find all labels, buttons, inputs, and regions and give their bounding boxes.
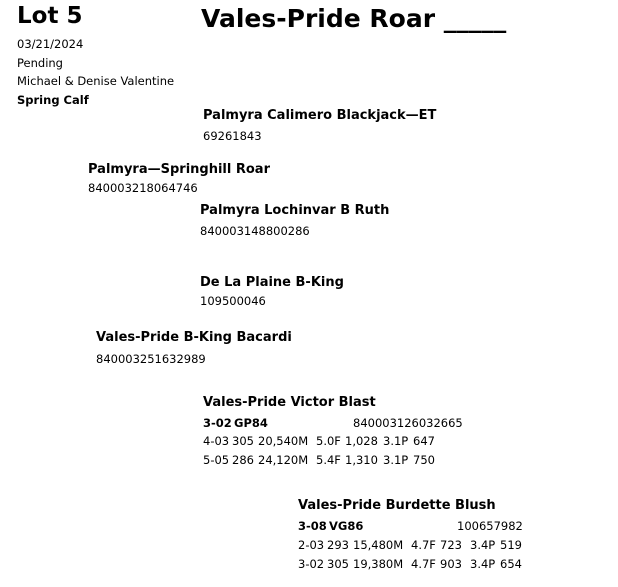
classification-score: VG86: [329, 519, 364, 533]
record-days: 305: [232, 434, 254, 448]
dam-dam-name: Vales-Pride Victor Blast: [203, 395, 376, 410]
record-protein-lbs: 647: [413, 434, 435, 448]
dam-sire-name: De La Plaine B-King: [200, 275, 344, 290]
dam-sire-reg: 109500046: [200, 294, 266, 308]
classification-reg: 840003126032665: [353, 416, 463, 430]
sire-dam-name: Palmyra Lochinvar B Ruth: [200, 203, 390, 218]
category: Spring Calf: [17, 93, 89, 107]
status: Pending: [17, 56, 63, 70]
record-protein-pct: 3.4P: [470, 538, 496, 552]
record-days: 293: [327, 538, 349, 552]
record-fat-lbs: 723: [440, 538, 462, 552]
record-fat-pct: 5.0F: [316, 434, 341, 448]
dam-dam-dam-classification: [298, 516, 523, 536]
dam-reg: 840003251632989: [96, 352, 206, 366]
record-age: 4-03: [203, 434, 230, 448]
record-milk: 19,380M: [353, 557, 404, 571]
lot-number: Lot 5: [17, 3, 83, 29]
record-protein-pct: 3.1P: [383, 434, 409, 448]
record-age: 5-05: [203, 453, 230, 467]
record-fat-pct: 4.7F: [411, 538, 436, 552]
record-fat-lbs: 903: [440, 557, 462, 571]
dam-dam-record: [203, 450, 435, 470]
record-milk: 20,540M: [258, 434, 309, 448]
record-protein-lbs: 654: [500, 557, 522, 571]
record-fat-lbs: 1,310: [345, 453, 378, 467]
sire-dam-reg: 840003148800286: [200, 224, 310, 238]
sire-sire-reg: 69261843: [203, 129, 262, 143]
record-milk: 24,120M: [258, 453, 309, 467]
record-age: 3-02: [298, 557, 325, 571]
classification-age: 3-02: [203, 416, 232, 430]
sire-name: Palmyra—Springhill Roar: [88, 162, 270, 177]
sire-reg: 840003218064746: [88, 181, 198, 195]
record-days: 286: [232, 453, 254, 467]
record-fat-pct: 4.7F: [411, 557, 436, 571]
record-milk: 15,480M: [353, 538, 404, 552]
dam-dam-dam-name: Vales-Pride Burdette Blush: [298, 498, 496, 513]
record-fat-pct: 5.4F: [316, 453, 341, 467]
owner: Michael & Denise Valentine: [17, 74, 175, 88]
record-protein-lbs: 750: [413, 453, 435, 467]
sale-date: 03/21/2024: [17, 37, 84, 51]
dam-dam-dam-record: [298, 554, 522, 574]
record-age: 2-03: [298, 538, 325, 552]
sire-sire-name: Palmyra Calimero Blackjack—ET: [203, 108, 437, 123]
dam-dam-dam-record: [298, 535, 522, 555]
classification-reg: 100657982: [457, 519, 523, 533]
dam-dam-classification: [203, 413, 463, 433]
record-fat-lbs: 1,028: [345, 434, 378, 448]
animal-name: Vales-Pride Roar _____: [201, 4, 507, 33]
dam-name: Vales-Pride B-King Bacardi: [96, 330, 292, 345]
classification-age: 3-08: [298, 519, 327, 533]
record-days: 305: [327, 557, 349, 571]
dam-dam-record: [203, 431, 435, 451]
record-protein-lbs: 519: [500, 538, 522, 552]
classification-score: GP84: [234, 416, 268, 430]
record-protein-pct: 3.1P: [383, 453, 409, 467]
record-protein-pct: 3.4P: [470, 557, 496, 571]
